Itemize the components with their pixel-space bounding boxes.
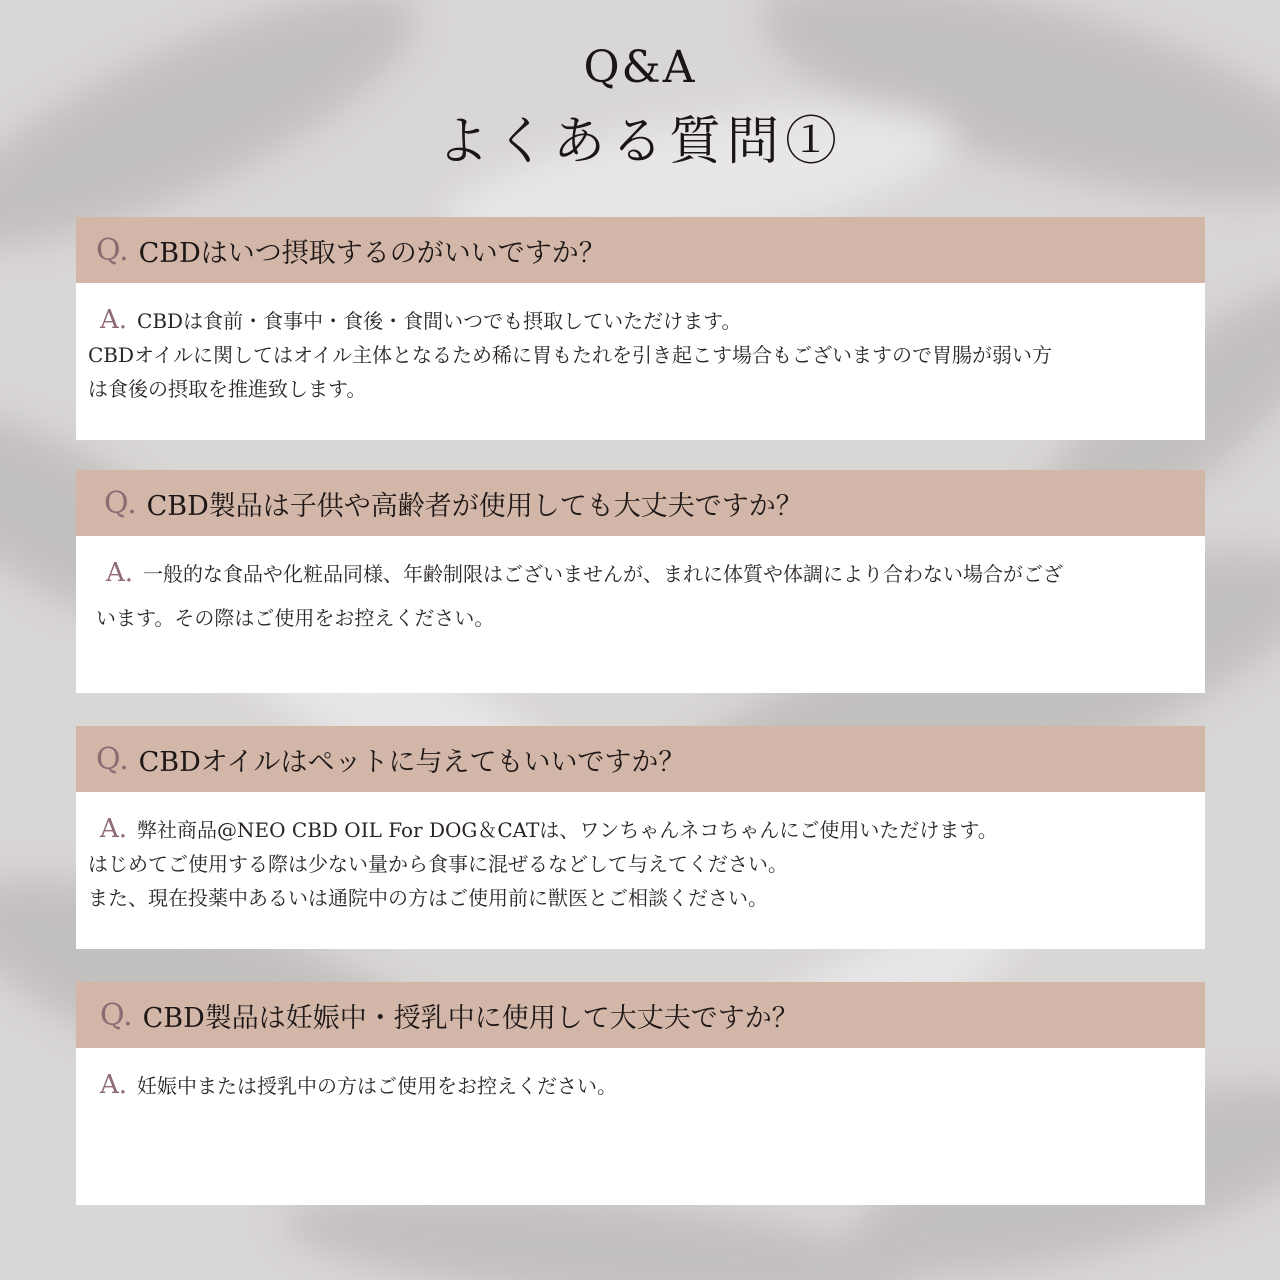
question-bar xyxy=(76,217,1205,283)
answer-line: CBDオイルに関してはオイル主体となるため稀に胃もたれを引き起こす場合もございますので胃腸が弱い方 xyxy=(88,343,1053,367)
answer-first-line xyxy=(88,303,1205,338)
answer-first-line xyxy=(88,812,1205,847)
qa-item-2 xyxy=(76,470,1205,693)
question-bar xyxy=(76,726,1205,792)
answer-text: 一般的な食品や化粧品同様、年齢制限はございませんが、まれに体質や体調により合わない場合がござ xyxy=(143,562,1064,586)
answer-line: は食後の摂取を推進致します。 xyxy=(88,377,367,401)
question-mark: Q. xyxy=(104,485,137,521)
qa-item-4 xyxy=(76,982,1205,1205)
question-text: CBDオイルはペットに与えてもいいですか？ xyxy=(138,746,686,778)
page-title-qa: Q&A xyxy=(583,42,697,93)
question-text: CBD製品は妊娠中・授乳中に使用して大丈夫ですか？ xyxy=(142,1002,799,1034)
answer-mark: A. xyxy=(100,814,128,844)
answer-line: はじめてご使用する際は少ない量から食事に混ぜるなどして与えてください。 xyxy=(88,852,788,876)
answer-mark: A. xyxy=(100,305,128,335)
answer-line: また、現在投薬中あるいは通院中の方はご使用前に獣医とご相談ください。 xyxy=(88,886,768,910)
answer-box xyxy=(76,536,1205,693)
answer-first-line xyxy=(96,556,1205,591)
qa-item-3 xyxy=(76,726,1205,949)
answer-box xyxy=(76,283,1205,440)
question-bar xyxy=(76,982,1205,1048)
question-mark: Q. xyxy=(96,741,129,777)
question-mark: Q. xyxy=(96,232,129,268)
answer-mark: A. xyxy=(106,558,134,588)
answer-first-line xyxy=(100,1068,1205,1103)
question-bar xyxy=(76,470,1205,536)
answer-mark: A. xyxy=(100,1070,128,1100)
question-text: CBD製品は子供や高齢者が使用しても大丈夫ですか？ xyxy=(146,490,803,522)
answer-text: 妊娠中または授乳中の方はご使用をお控えください。 xyxy=(137,1074,618,1098)
page-title-faq: よくある質問① xyxy=(436,112,843,172)
answer-box xyxy=(76,1048,1205,1205)
answer-line: います。その際はご使用をお控えください。 xyxy=(96,606,495,630)
question-text: CBDはいつ摂取するのがいいですか？ xyxy=(138,237,606,269)
answer-text: CBDは食前・食事中・食後・食間いつでも摂取していただけます。 xyxy=(137,309,742,333)
qa-item-1 xyxy=(76,217,1205,440)
question-mark: Q. xyxy=(100,997,133,1033)
answer-text: 弊社商品@NEO CBD OIL For DOG＆CATは、ワンちゃんネコちゃんにご使用いただけます。 xyxy=(137,818,998,842)
answer-box xyxy=(76,792,1205,949)
